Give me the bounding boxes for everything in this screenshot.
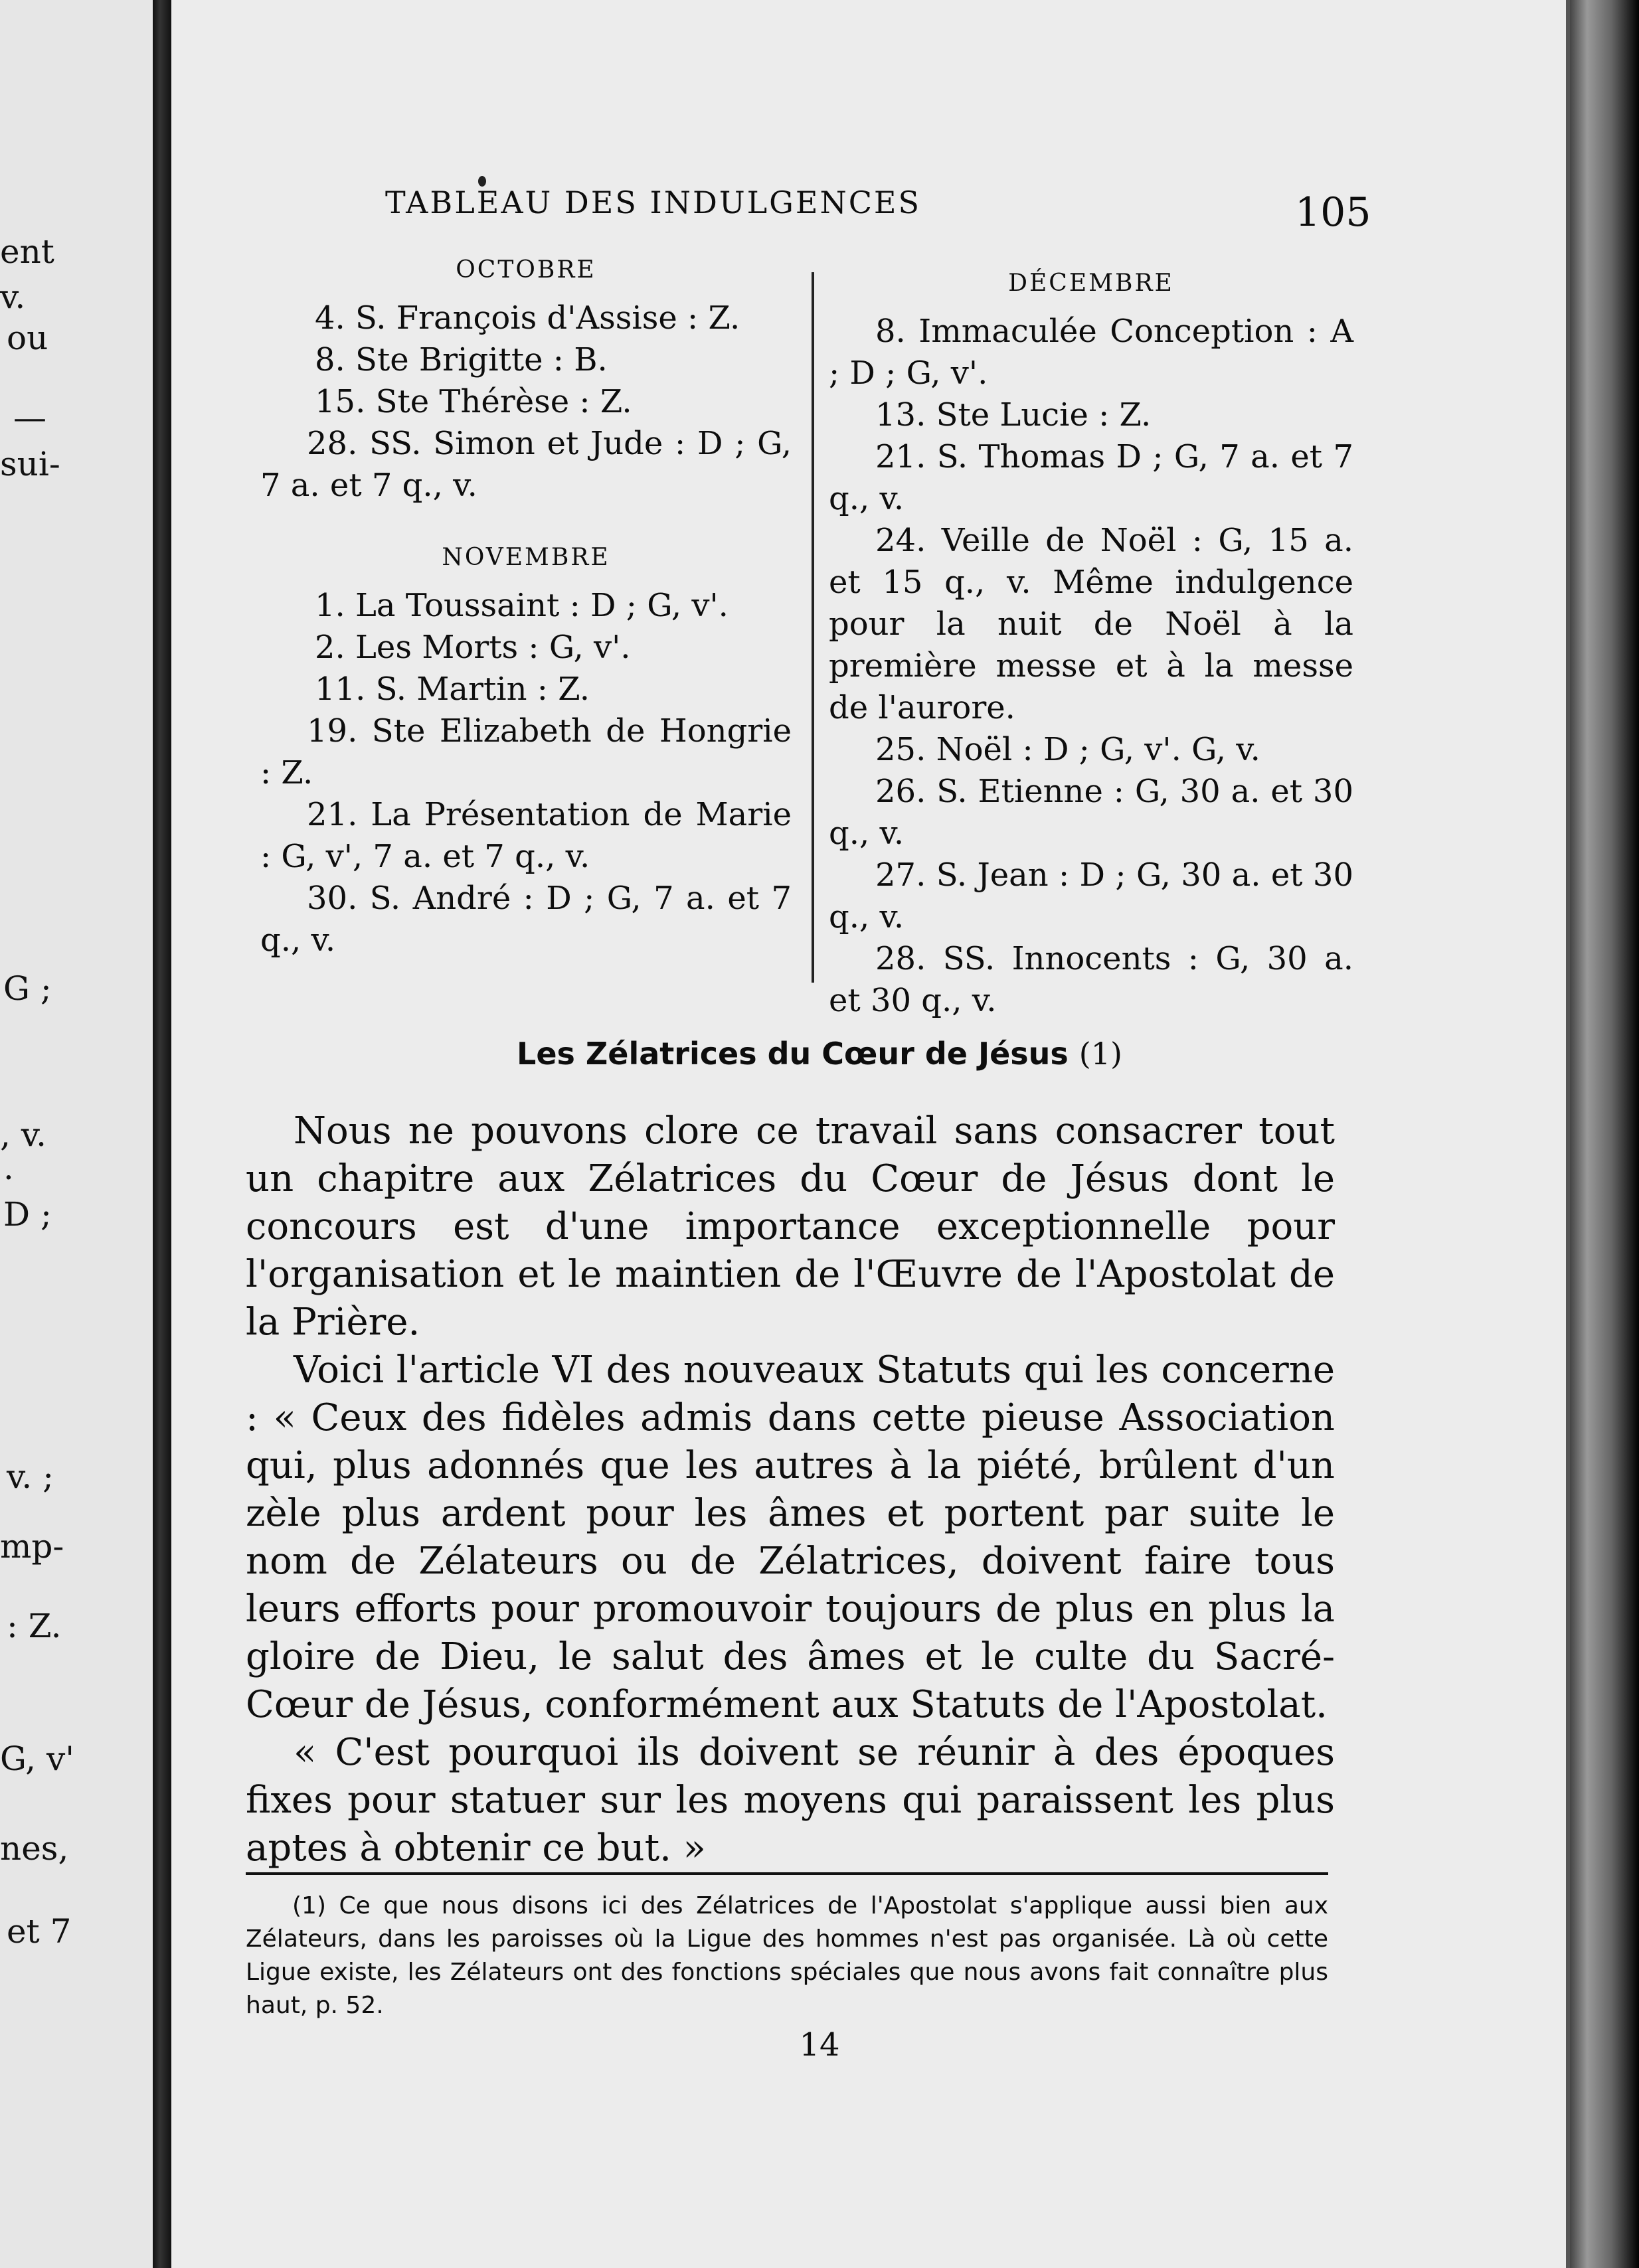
calendar-entry: 21. La Présentation de Marie : G, v', 7 a. et 7 q., v. (260, 796, 792, 875)
calendar-entry: 30. S. André : D ; G, 7 a. et 7 q., v. (260, 880, 792, 959)
right-column (829, 262, 1353, 1022)
left-fragment: ent (0, 232, 54, 271)
month-heading-octobre: OCTOBRE (456, 256, 596, 284)
calendar-entry: 4. S. François d'Assise : Z. (315, 299, 740, 337)
footnote (246, 1890, 1328, 2022)
left-fragment: , v. (0, 1115, 46, 1154)
footnote-text: (1) Ce que nous disons ici des Zélatrices de l'Apostolat s'applique aussi bien aux Zélateurs, dans les paroisses où la Ligue des hommes n'est pas organisée. Là où cette Ligue existe, les Zélateurs ont des fonctions spéciales que nous avons fait connaître plus haut, p. 52. (246, 1892, 1328, 2019)
left-fragment: sui- (0, 445, 60, 483)
paragraph: Voici l'article VI des nouveaux Statuts qui les concerne : « Ceux des fidèles admis dans cette pieuse Association qui, plus adonnés que les autres à la piété, brûlent d'un zèle plus ardent pour les âmes et portent par suite le nom de Zélateurs ou de Zélatrices, doivent faire tous leurs efforts pour promouvoir toujours de plus en plus la gloire de Dieu, le salut des âmes et le culte du Sacré-Cœur de Jésus, conformément aux Statuts de l'Apostolat. (246, 1348, 1335, 1726)
calendar-entry: 27. S. Jean : D ; G, 30 a. et 30 q., v. (829, 856, 1353, 935)
left-fragment: v. (0, 278, 26, 316)
month-heading-novembre: NOVEMBRE (442, 544, 610, 571)
body-text (246, 1107, 1335, 1872)
section-title (0, 1036, 1639, 1072)
running-head: TABLEAU DES INDULGENCES (385, 185, 921, 220)
paragraph: « C'est pourquoi ils doivent se réunir à des époques fixes pour statuer sur les moyens qui paraissent les plus aptes à obtenir ce but. » (246, 1731, 1335, 1870)
calendar-entry: 13. Ste Lucie : Z. (875, 396, 1152, 434)
left-fragment: G ; (3, 969, 52, 1008)
calendar-entry: 25. Noël : D ; G, v'. G, v. (875, 731, 1260, 768)
left-fragment: — (13, 398, 46, 437)
calendar-entry: 19. Ste Elizabeth de Hongrie : Z. (260, 712, 792, 791)
left-fragment: v. ; (7, 1457, 54, 1496)
left-fragment: D ; (3, 1195, 52, 1234)
calendar-entry: 21. S. Thomas D ; G, 7 a. et 7 q., v. (829, 438, 1353, 517)
book-gutter (153, 0, 171, 2268)
left-fragment: ou (7, 319, 48, 357)
left-fragment: G, v' (0, 1740, 74, 1778)
page-edge-shadow (1570, 0, 1639, 2268)
column-divider (812, 272, 814, 983)
footnote-rule (246, 1872, 1328, 1875)
left-fragment: et 7 (7, 1912, 72, 1951)
signature-mark: 14 (799, 2026, 840, 2064)
footnote-reference: (1) (1078, 1036, 1122, 1072)
calendar-entry: 26. S. Etienne : G, 30 a. et 30 q., v. (829, 773, 1353, 852)
page-number: 105 (1295, 189, 1371, 236)
paragraph: Nous ne pouvons clore ce travail sans consacrer tout un chapitre aux Zélatrices du Cœur de Jésus dont le concours est d'une importance exceptionnelle pour l'organisation et le maintien de l'Œuvre de l'Apostolat de la Prière. (246, 1109, 1335, 1344)
calendar-entry: 2. Les Morts : G, v'. (315, 629, 631, 666)
calendar-entry: 8. Ste Brigitte : B. (315, 341, 608, 378)
month-heading-decembre: DÉCEMBRE (1008, 270, 1174, 297)
left-page-fragment (0, 0, 153, 2268)
left-fragment: nes, (0, 1829, 69, 1868)
calendar-entry: 15. Ste Thérèse : Z. (315, 383, 632, 420)
left-fragment: mp- (0, 1527, 64, 1566)
left-column (260, 249, 792, 961)
calendar-entry: 8. Immaculée Conception : A ; D ; G, v'. (829, 313, 1353, 392)
calendar-entry: 1. La Toussaint : D ; G, v'. (315, 587, 729, 624)
calendar-entry: 11. S. Martin : Z. (315, 671, 590, 708)
calendar-entry: 24. Veille de Noël : G, 15 a. et 15 q., v. Même indulgence pour la nuit de Noël à la première messe et à la messe de l'aurore. (829, 522, 1353, 726)
left-fragment: : Z. (7, 1607, 62, 1645)
calendar-entry: 28. SS. Simon et Jude : D ; G, 7 a. et 7 q., v. (260, 425, 792, 504)
calendar-entry: 28. SS. Innocents : G, 30 a. et 30 q., v. (829, 940, 1353, 1019)
left-fragment: . (3, 1149, 14, 1187)
section-title-text: Les Zélatrices du Cœur de Jésus (517, 1036, 1069, 1072)
